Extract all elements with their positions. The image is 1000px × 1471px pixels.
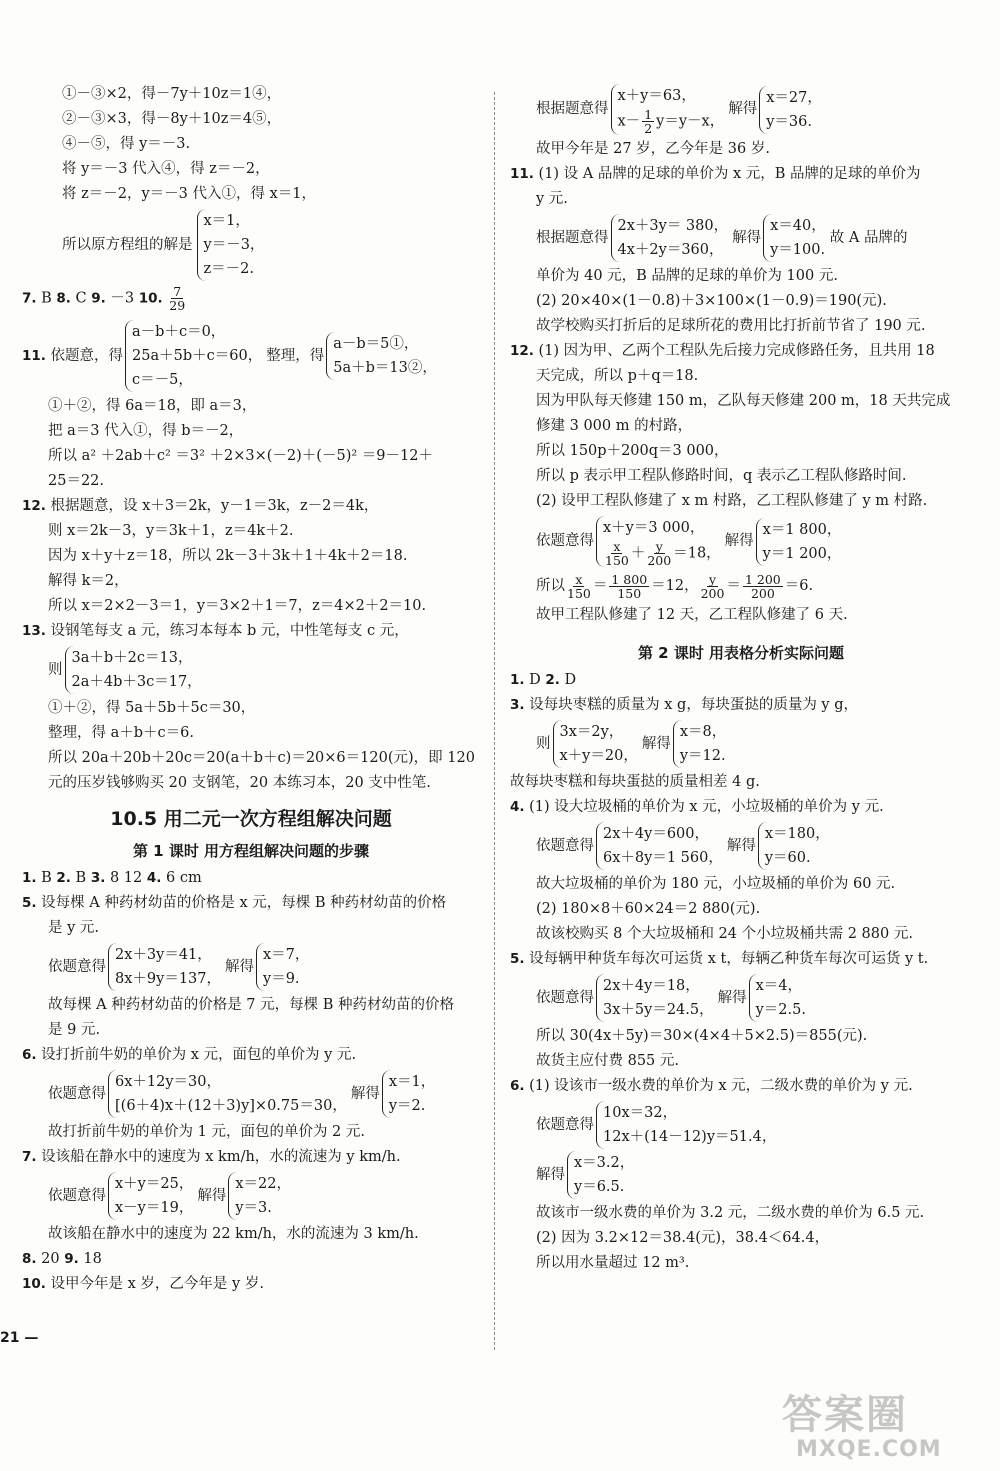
equation-brace: x＝40， y＝100. [763, 214, 826, 262]
equation-brace: x＝180， y＝60. [758, 822, 830, 870]
fraction: $\frac{7}{29}$ [169, 284, 186, 313]
question-6: 6. (1) 设该市一级水费的单价为 x 元，二级水费的单价为 y 元. [510, 1078, 913, 1094]
section-title: 10.5 用二元一次方程组解决问题 [110, 808, 392, 830]
step-line: ②－③×3，得－8y＋10z＝4⑤， [62, 111, 282, 127]
watermark-logo: 答案圈 MXQE.COM [782, 1392, 942, 1462]
equation-brace: x＝27， y＝36. [759, 86, 822, 134]
answer-1-4: 1. B 2. B 3. 8 12 4. 6 cm [22, 870, 202, 886]
right-column: 根据题意得 x＋y＝63， x－ $\frac{1}{2}$ y＝y－x， 解得 x＝27， y＝36. 故甲今年是 27 岁，乙今年是 36 岁. 11. (1) 设 A 品牌的足球的单价为 x 元，B 品牌的足球的单价为 y 元. 根据题意得 2x＋3y＝ 380， 4x＋2y＝360， 解得 x＝40， y＝100. 故 A 品牌的 单价为 40 元，B 品牌的足球的单价为 100 元. (2) 20×40×(1－0.8)＋3×100×(1－0.9)＝190(元). 故学校购买打折后的足球所花的费用比打折前节省了 190 元. 12. (1) 因为甲、乙两个工程队先后接力完成修路任务，且共用 18 天完成，所以 p＋q＝18. 因为甲队每天修建 150 m，乙队每天修建 200 m，18 天共完成 修建 3 000 m 的村路， 所以 150p＋200q＝3 000， 所以 p 表示甲工程队修路时间，q 表示乙工程队修路时间. (2) 设甲工程队修建了 x m 村路，乙工程队修建了 y m 村路. 依题意得 x＋y＝3 000， $\frac{x}{150}$ ＋ $\frac{y}{200}$ ＝18， 解得 x＝1 800， y＝1 200， 所以 $\frac{x}{150}$ ＝ $\frac{1 800}{150}$ ＝12， $\frac{y}{200}$ ＝ $\frac{1 200}{200}$ ＝6. 故甲工程队修建了 12 天，乙工程队修建了 6 天. 第 2 课时 用表格分析实际问题 1. D 2. D 3. 设每块枣糕的质量为 x g，每块蛋挞的质量为 y g， 则 3x＝2y， x＋y＝20， 解得 x＝8， y＝12. 故每块枣糕和每块蛋挞的质量相差 4 g. 4. (1) 设大垃圾桶的单价为 x 元，小垃圾桶的单价为 y 元. 依题意得 2x＋4y＝600， 6x＋8y＝1 560， 解得 x＝180， y＝60. 故大垃圾桶的单价为 180 元，小垃圾桶的单价为 60 元. (2) 180×8＋60×24＝2 880(元). 故该校购买 8 个大垃圾桶和 24 个小垃圾桶共需 2 880 元. 5. 设每辆甲种货车每次可运货 x t，每辆乙种货车每次可运货 y t. 依题意得 2x＋4y＝18， 3x＋5y＝24.5， 解得 x＝4， y＝2.5. 所以 30(4x＋5y)＝30×(4×4＋5×2.5)＝855(元). 故货主应付费 855 元. 6. (1) 设该市一级水费的单价为 x 元，二级水费的单价为 y 元. 依题意得 10x＝32， 12x＋(14－12)y＝51.4， 解得 x＝3.2， y＝6.5. 故该市一级水费的单价为 3.2 元，二级水费的单价为 6.5 元. (2) 因为 3.2×12＝38.4(元)，38.4＜64.4， 所以用水量超过 12 m³. [510, 82, 972, 1276]
equation-system: 根据题意得 2x＋3y＝ 380， 4x＋2y＝360， 解得 x＝40， y＝100. 故 A 品牌的 [536, 214, 972, 262]
step-line: ④－⑤，得 y＝－3. [62, 136, 191, 152]
equation-system: 则 3a＋b＋2c＝13， 2a＋4b＋3c＝17， [48, 646, 480, 694]
page-number: 21 — [0, 1330, 39, 1346]
equation-brace: 6x＋12y＝30， [(6＋4)x＋(12＋3)y]×0.75＝30， [108, 1070, 347, 1118]
lesson-title: 第 2 课时 用表格分析实际问题 [637, 644, 845, 662]
equation-system: 则 3x＝2y， x＋y＝20， 解得 x＝8， y＝12. [536, 720, 972, 768]
equation-brace: 3x＝2y， x＋y＝20， [553, 720, 638, 768]
equation-brace: 2x＋3y＝41， 8x＋9y＝137， [108, 943, 221, 991]
question-5: 5. 设每棵 A 种药材幼苗的价格是 x 元，每棵 B 种药材幼苗的价格 [22, 895, 447, 911]
left-column: ①－③×2，得－7y＋10z＝1④， ②－③×3，得－8y＋10z＝4⑤， ④－⑤，得 y＝－3. 将 y＝－3 代入④，得 z＝－2， 将 z＝－2，y＝－3 代入①，得 x＝1， 所以原方程组的解是 x＝1， y＝－3， z＝－2. 7. B 8. C 9. －3 10. $\frac{7}{29}$ 11. 依题意，得 a－b＋c＝0， 25a＋5b＋c＝60， c＝－5， 整理，得 a－b＝5①， 5a＋b＝13②， ①＋②，得 6a＝18，即 a＝3， 把 a＝3 代入①，得 b＝－2， 所以 a² ＋2ab＋c² ＝3² ＋2×3×(－2)＋(－5)² ＝9－12＋ 25＝22. 12. 根据题意，设 x＋3＝2k，y－1＝3k，z－2＝4k， 则 x＝2k－3，y＝3k＋1，z＝4k＋2. 因为 x＋y＋z＝18，所以 2k－3＋3k＋1＋4k＋2＝18. 解得 k＝2， 所以 x＝2×2－3＝1，y＝3×2＋1＝7，z＝4×2＋2＝10. 13. 设钢笔每支 a 元，练习本每本 b 元，中性笔每支 c 元， 则 3a＋b＋2c＝13， 2a＋4b＋3c＝17， ①＋②，得 5a＋5b＋5c＝30， 整理，得 a＋b＋c＝6. 所以 20a＋20b＋20c＝20(a＋b＋c)＝20×6＝120(元)，即 120 元的压岁钱够购买 20 支钢笔，20 本练习本，20 支中性笔. 10.5 用二元一次方程组解决问题 第 1 课时 用方程组解决问题的步骤 1. B 2. B 3. 8 12 4. 6 cm 5. 设每棵 A 种药材幼苗的价格是 x 元，每棵 B 种药材幼苗的价格 是 y 元. 依题意得 2x＋3y＝41， 8x＋9y＝137， 解得 x＝7， y＝9. 故每棵 A 种药材幼苗的价格是 7 元，每棵 B 种药材幼苗的价格 是 9 元. 6. 设打折前牛奶的单价为 x 元，面包的单价为 y 元. 依题意得 6x＋12y＝30， [(6＋4)x＋(12＋3)y]×0.75＝30， 解得 x＝1， y＝2. 故打折前牛奶的单价为 1 元，面包的单价为 2 元. 7. 设该船在静水中的速度为 x km/h，水的流速为 y km/h. 依题意得 x＋y＝25， x－y＝19， 解得 x＝22， y＝3. 故该船在静水中的速度为 22 km/h，水的流速为 3 km/h. 8. 20 9. 18 10. 设甲今年是 x 岁，乙今年是 y 岁. [22, 82, 480, 1297]
question-10: 10. 设甲今年是 x 岁，乙今年是 y 岁. [22, 1276, 264, 1292]
equation-brace: x＋y＝3 000， $\frac{x}{150}$ ＋ $\frac{y}{200}$ ＝18， [596, 516, 721, 567]
equation-brace: 3a＋b＋2c＝13， 2a＋4b＋3c＝17， [65, 646, 202, 694]
question-3: 3. 设每块枣糕的质量为 x g，每块蛋挞的质量为 y g， [510, 697, 859, 713]
step-line: 将 z＝－2，y＝－3 代入①，得 x＝1， [62, 186, 317, 202]
question-12: 12. 根据题意，设 x＋3＝2k，y－1＝3k，z－2＝4k， [22, 498, 379, 514]
equation-brace: a－b＝5①， 5a＋b＝13②， [326, 332, 437, 380]
step-line: ①－③×2，得－7y＋10z＝1④， [62, 86, 282, 102]
equation-system: 依题意得 2x＋4y＝18， 3x＋5y＝24.5， 解得 x＝4， y＝2.5. [536, 974, 972, 1022]
equation-brace: x＝3.2， y＝6.5. [567, 1151, 634, 1199]
equation-brace: x＝8， y＝12. [673, 720, 726, 768]
equation-brace: x＋y＝25， x－y＝19， [108, 1172, 193, 1220]
equation-system: 依题意得 x＋y＝3 000， $\frac{x}{150}$ ＋ $\frac{y}{200}$ ＝18， 解得 x＝1 800， y＝1 200， [536, 516, 972, 567]
question-4: 4. (1) 设大垃圾桶的单价为 x 元，小垃圾桶的单价为 y 元. [510, 799, 884, 815]
equation-system: 根据题意得 x＋y＝63， x－ $\frac{1}{2}$ y＝y－x， 解得 x＝27， y＝36. [536, 84, 972, 135]
answer-7-10: 7. B 8. C 9. －3 10. $\frac{7}{29}$ [22, 284, 186, 313]
equation-system: 依题意得 10x＝32， 12x＋(14－12)y＝51.4， [536, 1101, 972, 1149]
equation-system: 依题意得 6x＋12y＝30， [(6＋4)x＋(12＋3)y]×0.75＝30， 解得 x＝1， y＝2. [48, 1070, 480, 1118]
fraction: $\frac{1}{2}$ [644, 107, 653, 136]
equation-brace: 2x＋3y＝ 380， 4x＋2y＝360， [611, 214, 729, 262]
question-5: 5. 设每辆甲种货车每次可运货 x t，每辆乙种货车每次可运货 y t. [510, 951, 929, 967]
step-line: 将 y＝－3 代入④，得 z＝－2， [62, 161, 270, 177]
calculation-line: 所以 $\frac{x}{150}$ ＝ $\frac{1 800}{150}$ ＝12， $\frac{y}{200}$ ＝ $\frac{1 200}{200}$ ＝6. [536, 571, 814, 601]
fraction: $\frac{y}{200}$ [647, 539, 672, 568]
equation-brace: x＝1， y＝2. [382, 1070, 435, 1118]
lesson-title: 第 1 课时 用方程组解决问题的步骤 [132, 842, 370, 860]
answer-1-2: 1. D 2. D [510, 672, 577, 688]
equation-brace: x＝7， y＝9. [256, 943, 309, 991]
answer-8-9: 8. 20 9. 18 [22, 1251, 102, 1267]
equation-brace: x＝4， y＝2.5. [749, 974, 806, 1022]
column-divider [494, 92, 496, 1350]
equation-brace: 10x＝32， 12x＋(14－12)y＝51.4， [596, 1101, 776, 1149]
equation-brace: x＝22， y＝3. [228, 1172, 291, 1220]
equation-system: 依题意得 2x＋4y＝600， 6x＋8y＝1 560， 解得 x＝180， y＝60. [536, 822, 972, 870]
equation-brace: x＋y＝63， x－ $\frac{1}{2}$ y＝y－x， [611, 84, 725, 135]
question-11: 11. 依题意，得 a－b＋c＝0， 25a＋5b＋c＝60， c＝－5， 整理，得 a－b＝5①， 5a＋b＝13②， [22, 320, 480, 392]
question-12: 12. (1) 因为甲、乙两个工程队先后接力完成修路任务，且共用 18 [510, 343, 935, 359]
solution-system: 所以原方程组的解是 x＝1， y＝－3， z＝－2. [62, 209, 480, 281]
question-7: 7. 设该船在静水中的速度为 x km/h，水的流速为 y km/h. [22, 1149, 401, 1165]
equation-brace: 2x＋4y＝18， 3x＋5y＝24.5， [596, 974, 714, 1022]
question-11: 11. (1) 设 A 品牌的足球的单价为 x 元，B 品牌的足球的单价为 [510, 166, 921, 182]
equation-system: 解得 x＝3.2， y＝6.5. [536, 1151, 972, 1199]
solution-steps [22, 82, 480, 281]
equation-system: 依题意得 x＋y＝25， x－y＝19， 解得 x＝22， y＝3. [48, 1172, 480, 1220]
equation-brace: a－b＋c＝0， 25a＋5b＋c＝60， c＝－5， [125, 320, 262, 392]
question-6: 6. 设打折前牛奶的单价为 x 元，面包的单价为 y 元. [22, 1047, 357, 1063]
equation-system: 依题意得 2x＋3y＝41， 8x＋9y＝137， 解得 x＝7， y＝9. [48, 943, 480, 991]
fraction: $\frac{x}{150}$ [605, 539, 629, 568]
equation-brace: x＝1， y＝－3， z＝－2. [197, 209, 265, 281]
question-13: 13. 设钢笔每支 a 元，练习本每本 b 元，中性笔每支 c 元， [22, 623, 409, 639]
equation-brace: x＝1 800， y＝1 200， [756, 518, 842, 566]
equation-brace: 2x＋4y＝600， 6x＋8y＝1 560， [596, 822, 723, 870]
